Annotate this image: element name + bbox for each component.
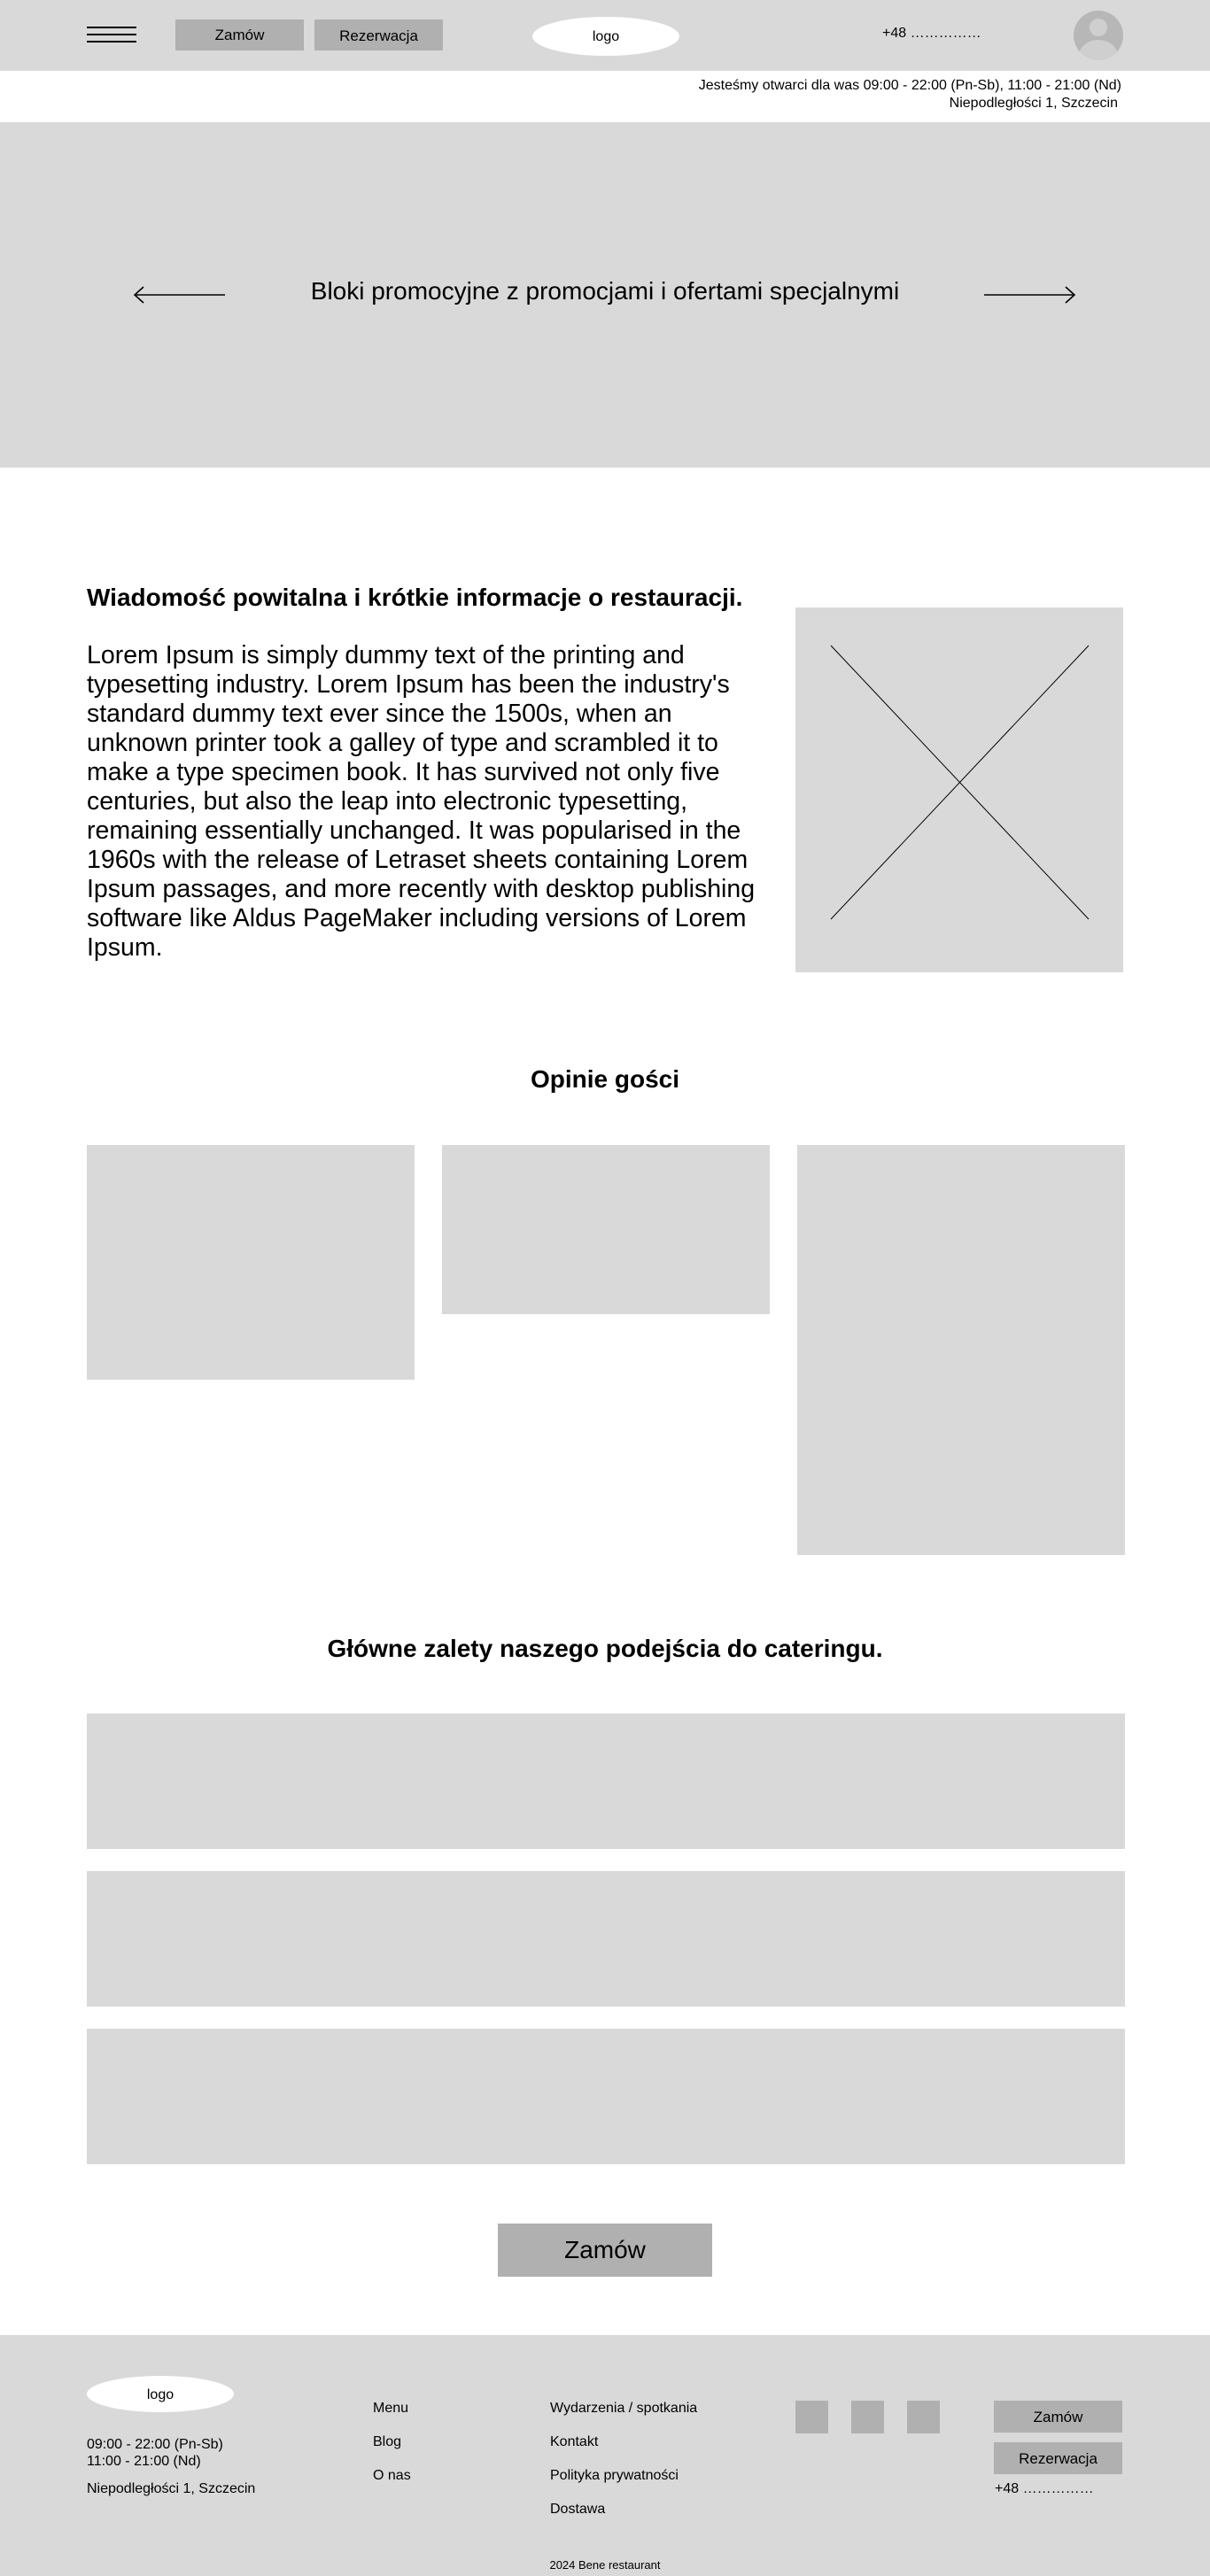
advantage-block bbox=[87, 1871, 1125, 2007]
user-avatar-icon[interactable] bbox=[1074, 11, 1123, 60]
advantage-block bbox=[87, 2029, 1125, 2164]
welcome-body-text: Lorem Ipsum is simply dummy text of the printing and typesetting industry. Lorem Ipsum has been the industry's standard dummy text ever since the 1500s, when an unknown printer took a galley of type and scrambled it to make a type specimen book. It has survived not only five centuries, but also the leap into electronic typesetting, remaining essentially unchanged. It was popularised in the 1960s with the release of Letraset sheets containing Lorem Ipsum passages, and more recently with desktop publishing software like Aldus PageMaker including versions of Lorem Ipsum. bbox=[87, 641, 756, 962]
footer-link-about[interactable]: O nas bbox=[373, 2468, 411, 2483]
social-icon[interactable] bbox=[851, 2401, 884, 2433]
advantages-title: Główne zalety naszego podejścia do cateringu. bbox=[327, 1635, 883, 1662]
footer-link-contact[interactable]: Kontakt bbox=[550, 2434, 599, 2449]
image-placeholder-icon bbox=[795, 607, 1123, 972]
footer-link-blog[interactable]: Blog bbox=[373, 2434, 402, 2449]
footer-link-delivery[interactable]: Dostawa bbox=[550, 2502, 606, 2517]
footer-logo[interactable]: logo bbox=[87, 2376, 234, 2412]
copyright: 2024 Bene restaurant bbox=[549, 2558, 661, 2572]
review-card bbox=[442, 1145, 770, 1314]
advantage-block bbox=[87, 1713, 1125, 1849]
social-icon[interactable] bbox=[907, 2401, 940, 2433]
footer-address: Niepodległości 1, Szczecin bbox=[87, 2481, 256, 2496]
order-cta-button[interactable]: Zamów bbox=[498, 2224, 712, 2277]
hero-text: Bloki promocyjne z promocjami i ofertami specjalnymi bbox=[310, 277, 900, 305]
footer-link-privacy[interactable]: Polityka prywatności bbox=[550, 2468, 679, 2483]
header-phone: +48 …………… bbox=[882, 26, 981, 41]
footer-hours-sunday: 11:00 - 21:00 (Nd) bbox=[87, 2454, 201, 2469]
header-logo[interactable]: logo bbox=[532, 17, 679, 56]
review-card bbox=[797, 1145, 1125, 1555]
footer-reservation-button[interactable]: Rezerwacja bbox=[994, 2442, 1122, 2474]
review-card bbox=[87, 1145, 415, 1380]
footer-phone: +48 …………… bbox=[995, 2481, 1094, 2496]
reviews-title: Opinie gości bbox=[530, 1065, 680, 1093]
footer-link-events[interactable]: Wydarzenia / spotkania bbox=[550, 2401, 698, 2416]
welcome-title: Wiadomość powitalna i krótkie informacje o restauracji. bbox=[87, 584, 743, 611]
opening-hours: Jesteśmy otwarci dla was 09:00 - 22:00 (Pn-Sb), 11:00 - 21:00 (Nd) bbox=[698, 78, 1121, 93]
footer-order-button[interactable]: Zamów bbox=[994, 2401, 1122, 2433]
footer-link-menu[interactable]: Menu bbox=[373, 2401, 409, 2416]
footer-hours-weekdays: 09:00 - 22:00 (Pn-Sb) bbox=[87, 2437, 223, 2452]
arrow-right-icon[interactable] bbox=[984, 285, 1076, 305]
header-reservation-button[interactable]: Rezerwacja bbox=[314, 19, 443, 50]
address: Niepodległości 1, Szczecin bbox=[949, 96, 1118, 111]
header-order-button[interactable]: Zamów bbox=[175, 19, 304, 50]
hamburger-menu-icon[interactable] bbox=[87, 27, 136, 48]
social-icon[interactable] bbox=[795, 2401, 828, 2433]
